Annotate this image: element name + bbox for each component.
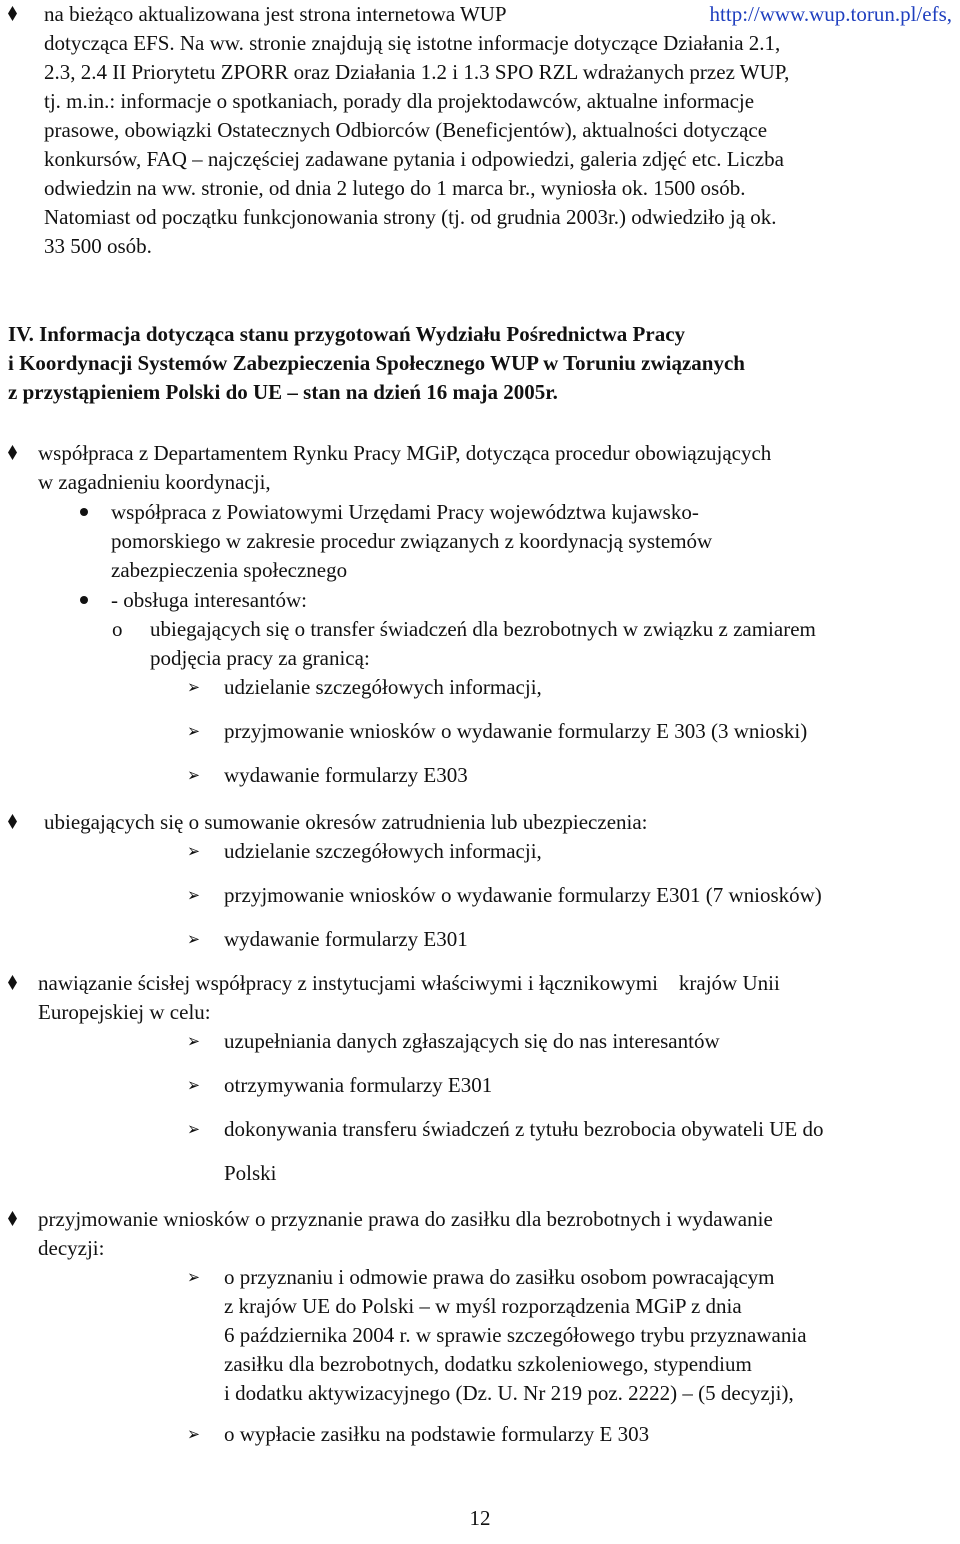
paragraph-text: na bieżąco aktualizowana jest strona internetowa WUP bbox=[44, 2, 507, 26]
arrow-bullet-icon: ➢ bbox=[187, 885, 200, 906]
arrow-bullet-icon: ➢ bbox=[187, 765, 200, 786]
arrow-bullet-icon: ➢ bbox=[187, 929, 200, 950]
list-item-text: w zagadnieniu koordynacji, bbox=[38, 470, 271, 494]
list-item-text: wydawanie formularzy E301 bbox=[224, 927, 468, 951]
page-number: 12 bbox=[469, 1506, 491, 1530]
list-item-text: przyjmowanie wniosków o przyznanie prawa do zasiłku dla bezrobotnych i wydawanie bbox=[38, 1207, 773, 1231]
list-item-text: udzielanie szczegółowych informacji, bbox=[224, 675, 542, 699]
section-heading-line: z przystąpieniem Polski do UE – stan na dzień 16 maja 2005r. bbox=[8, 380, 558, 404]
round-bullet-icon bbox=[80, 596, 88, 604]
list-item-text: o wypłacie zasiłku na podstawie formularzy E 303 bbox=[224, 1422, 650, 1446]
arrow-bullet-icon: ➢ bbox=[187, 1031, 200, 1052]
list-item-text: 6 października 2004 r. w sprawie szczegółowego trybu przyznawania bbox=[224, 1323, 807, 1347]
list-item-text: i dodatku aktywizacyjnego (Dz. U. Nr 219 poz. 2222) – (5 decyzji), bbox=[224, 1381, 794, 1405]
arrow-bullet-icon: ➢ bbox=[187, 1119, 200, 1140]
list-item-text: decyzji: bbox=[38, 1236, 105, 1260]
arrow-bullet-icon: ➢ bbox=[187, 1267, 200, 1288]
list-item-text: przyjmowanie wniosków o wydawanie formularzy E 303 (3 wnioski) bbox=[224, 719, 808, 743]
list-item-text: Europejskiej w celu: bbox=[38, 1000, 211, 1024]
arrow-bullet-icon: ➢ bbox=[187, 677, 200, 698]
section-heading-line: i Koordynacji Systemów Zabezpieczenia Społecznego WUP w Toruniu związanych bbox=[8, 351, 745, 375]
list-item-text: współpraca z Departamentem Rynku Pracy MGiP, dotycząca procedur obowiązujących bbox=[38, 441, 772, 465]
list-item-text: uzupełniania danych zgłaszających się do nas interesantów bbox=[224, 1029, 720, 1053]
diamond-bullet-icon bbox=[8, 814, 17, 829]
paragraph-line: tj. m.in.: informacje o spotkaniach, porady dla projektodawców, aktualne informacje bbox=[44, 89, 755, 113]
list-item-text: Polski bbox=[224, 1161, 277, 1185]
diamond-bullet-icon bbox=[8, 445, 17, 460]
list-item-text: ubiegających się o sumowanie okresów zatrudnienia lub ubezpieczenia: bbox=[44, 810, 648, 834]
arrow-bullet-icon: ➢ bbox=[187, 841, 200, 862]
paragraph-line: konkursów, FAQ – najczęściej zadawane pytania i odpowiedzi, galeria zdjęć etc. Liczba bbox=[44, 147, 784, 171]
list-item-text: zasiłku dla bezrobotnych, dodatku szkoleniowego, stypendium bbox=[224, 1352, 752, 1376]
paragraph-line: odwiedzin na ww. stronie, od dnia 2 lutego do 1 marca br., wyniosła ok. 1500 osób. bbox=[44, 176, 746, 200]
list-item-text: - obsługa interesantów: bbox=[111, 588, 307, 612]
paragraph-line: 2.3, 2.4 II Priorytetu ZPORR oraz Działania 1.2 i 1.3 SPO RZL wdrażanych przez WUP, bbox=[44, 60, 790, 84]
list-item-text: podjęcia pracy za granicą: bbox=[150, 646, 370, 670]
list-item-text: nawiązanie ścisłej współpracy z instytucjami właściwymi i łącznikowymi krajów Unii bbox=[38, 971, 780, 995]
diamond-bullet-icon bbox=[8, 1211, 17, 1226]
arrow-bullet-icon: ➢ bbox=[187, 1075, 200, 1096]
list-item-text: dokonywania transferu świadczeń z tytułu bezrobocia obywateli UE do bbox=[224, 1117, 824, 1141]
website-link[interactable]: http://www.wup.torun.pl/efs, bbox=[709, 2, 952, 26]
list-item-text: ubiegających się o transfer świadczeń dla bezrobotnych w związku z zamiarem bbox=[150, 617, 816, 641]
paragraph-line bbox=[44, 1, 952, 27]
arrow-bullet-icon: ➢ bbox=[187, 1424, 200, 1445]
list-item-text: udzielanie szczegółowych informacji, bbox=[224, 839, 542, 863]
list-item-text: wydawanie formularzy E303 bbox=[224, 763, 468, 787]
paragraph-line: dotycząca EFS. Na ww. stronie znajdują się istotne informacje dotyczące Działania 2.1, bbox=[44, 31, 781, 55]
paragraph-line: 33 500 osób. bbox=[44, 234, 152, 258]
paragraph-line: prasowe, obowiązki Ostatecznych Odbiorców (Beneficjentów), aktualności dotyczące bbox=[44, 118, 768, 142]
section-heading-line: IV. Informacja dotycząca stanu przygotowań Wydziału Pośrednictwa Pracy bbox=[8, 322, 686, 346]
list-item-text: przyjmowanie wniosków o wydawanie formularzy E301 (7 wniosków) bbox=[224, 883, 822, 907]
list-item-text: z krajów UE do Polski – w myśl rozporządzenia MGiP z dnia bbox=[224, 1294, 742, 1318]
list-item-text: zabezpieczenia społecznego bbox=[111, 558, 348, 582]
paragraph-line: Natomiast od początku funkcjonowania strony (tj. od grudnia 2003r.) odwiedziło ją ok. bbox=[44, 205, 777, 229]
arrow-bullet-icon: ➢ bbox=[187, 721, 200, 742]
list-item-text: otrzymywania formularzy E301 bbox=[224, 1073, 493, 1097]
list-item-text: o przyznaniu i odmowie prawa do zasiłku osobom powracającym bbox=[224, 1265, 775, 1289]
list-item-text: pomorskiego w zakresie procedur związanych z koordynacją systemów bbox=[111, 529, 713, 553]
circle-bullet-marker: o bbox=[112, 617, 123, 641]
diamond-bullet-icon bbox=[8, 975, 17, 990]
round-bullet-icon bbox=[80, 508, 88, 516]
diamond-bullet-icon bbox=[8, 6, 17, 21]
list-item-text: współpraca z Powiatowymi Urzędami Pracy województwa kujawsko- bbox=[111, 500, 699, 524]
